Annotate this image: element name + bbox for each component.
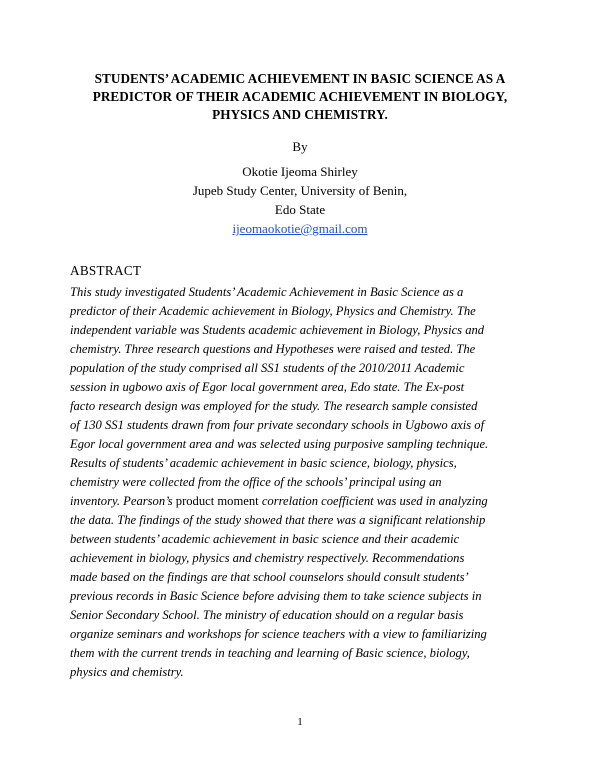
abstract-line: chemistry. Three research questions and Hypotheses were raised and tested. The — [70, 342, 476, 356]
author-affiliation: Jupeb Study Center, University of Benin, — [192, 183, 408, 198]
abstract-line: session in ugbowo axis of Egor local government area, Edo state. The Ex-post — [70, 380, 465, 394]
abstract-line: chemistry were collected from the office of the schools’ principal using an — [70, 475, 442, 489]
abstract-line: made based on the findings are that school counselors should consult students’ — [70, 570, 469, 584]
abstract-line: previous records in Basic Science before advising them to take science subjects in — [70, 589, 482, 603]
abstract-line: them with the current trends in teaching and learning of Basic science, biology, — [70, 646, 470, 660]
abstract-text-upright: product moment — [175, 494, 259, 508]
abstract-line: organize seminars and workshops for science teachers with a view to familiarizing — [70, 627, 487, 641]
abstract-heading: ABSTRACT — [70, 263, 142, 278]
author-email-link[interactable]: ijeomaokotie@gmail.com — [232, 221, 368, 236]
abstract-line: population of the study comprised all SS1 students of the 2010/2011 Academic — [70, 361, 465, 375]
abstract-line: between students’ academic achievement in basic science and their academic — [70, 532, 460, 546]
abstract-line: physics and chemistry. — [70, 665, 184, 679]
abstract-line — [70, 492, 540, 511]
author-block — [0, 162, 600, 238]
abstract-line: the data. The findings of the study showed that there was a significant relationship — [70, 513, 486, 527]
abstract-line: independent variable was Students academic achievement in Biology, Physics and — [70, 323, 485, 337]
paper-title — [60, 70, 540, 124]
abstract-line: Senior Secondary School. The ministry of education should on a regular basis — [70, 608, 464, 622]
by-line: By — [292, 139, 308, 154]
abstract-line: achievement in biology, physics and chemistry respectively. Recommendations — [70, 551, 465, 565]
abstract-text-italic: inventory. Pearson’s — [70, 494, 176, 508]
abstract-line: Egor local government area and was selected using purposive sampling technique. — [70, 437, 489, 451]
page-number: 1 — [297, 716, 303, 728]
author-name: Okotie Ijeoma Shirley — [242, 164, 358, 179]
abstract-line: This study investigated Students’ Academic Achievement in Basic Science as a — [70, 285, 464, 299]
title-line: PREDICTOR OF THEIR ACADEMIC ACHIEVEMENT IN BIOLOGY, — [92, 89, 508, 104]
abstract-line: predictor of their Academic achievement in Biology, Physics and Chemistry. The — [70, 304, 476, 318]
author-location: Edo State — [274, 202, 326, 217]
abstract-line: Results of students’ academic achievement in basic science, biology, physics, — [70, 456, 457, 470]
abstract-line: facto research design was employed for the study. The research sample consisted — [70, 399, 478, 413]
abstract-line: of 130 SS1 students drawn from four private secondary schools in Ugbowo axis of — [70, 418, 485, 432]
abstract-body — [70, 283, 540, 682]
title-line: STUDENTS’ ACADEMIC ACHIEVEMENT IN BASIC SCIENCE AS A — [94, 71, 506, 86]
title-line: PHYSICS AND CHEMISTRY. — [212, 107, 388, 122]
abstract-text-italic: correlation coefficient was used in analyzing — [258, 494, 488, 508]
